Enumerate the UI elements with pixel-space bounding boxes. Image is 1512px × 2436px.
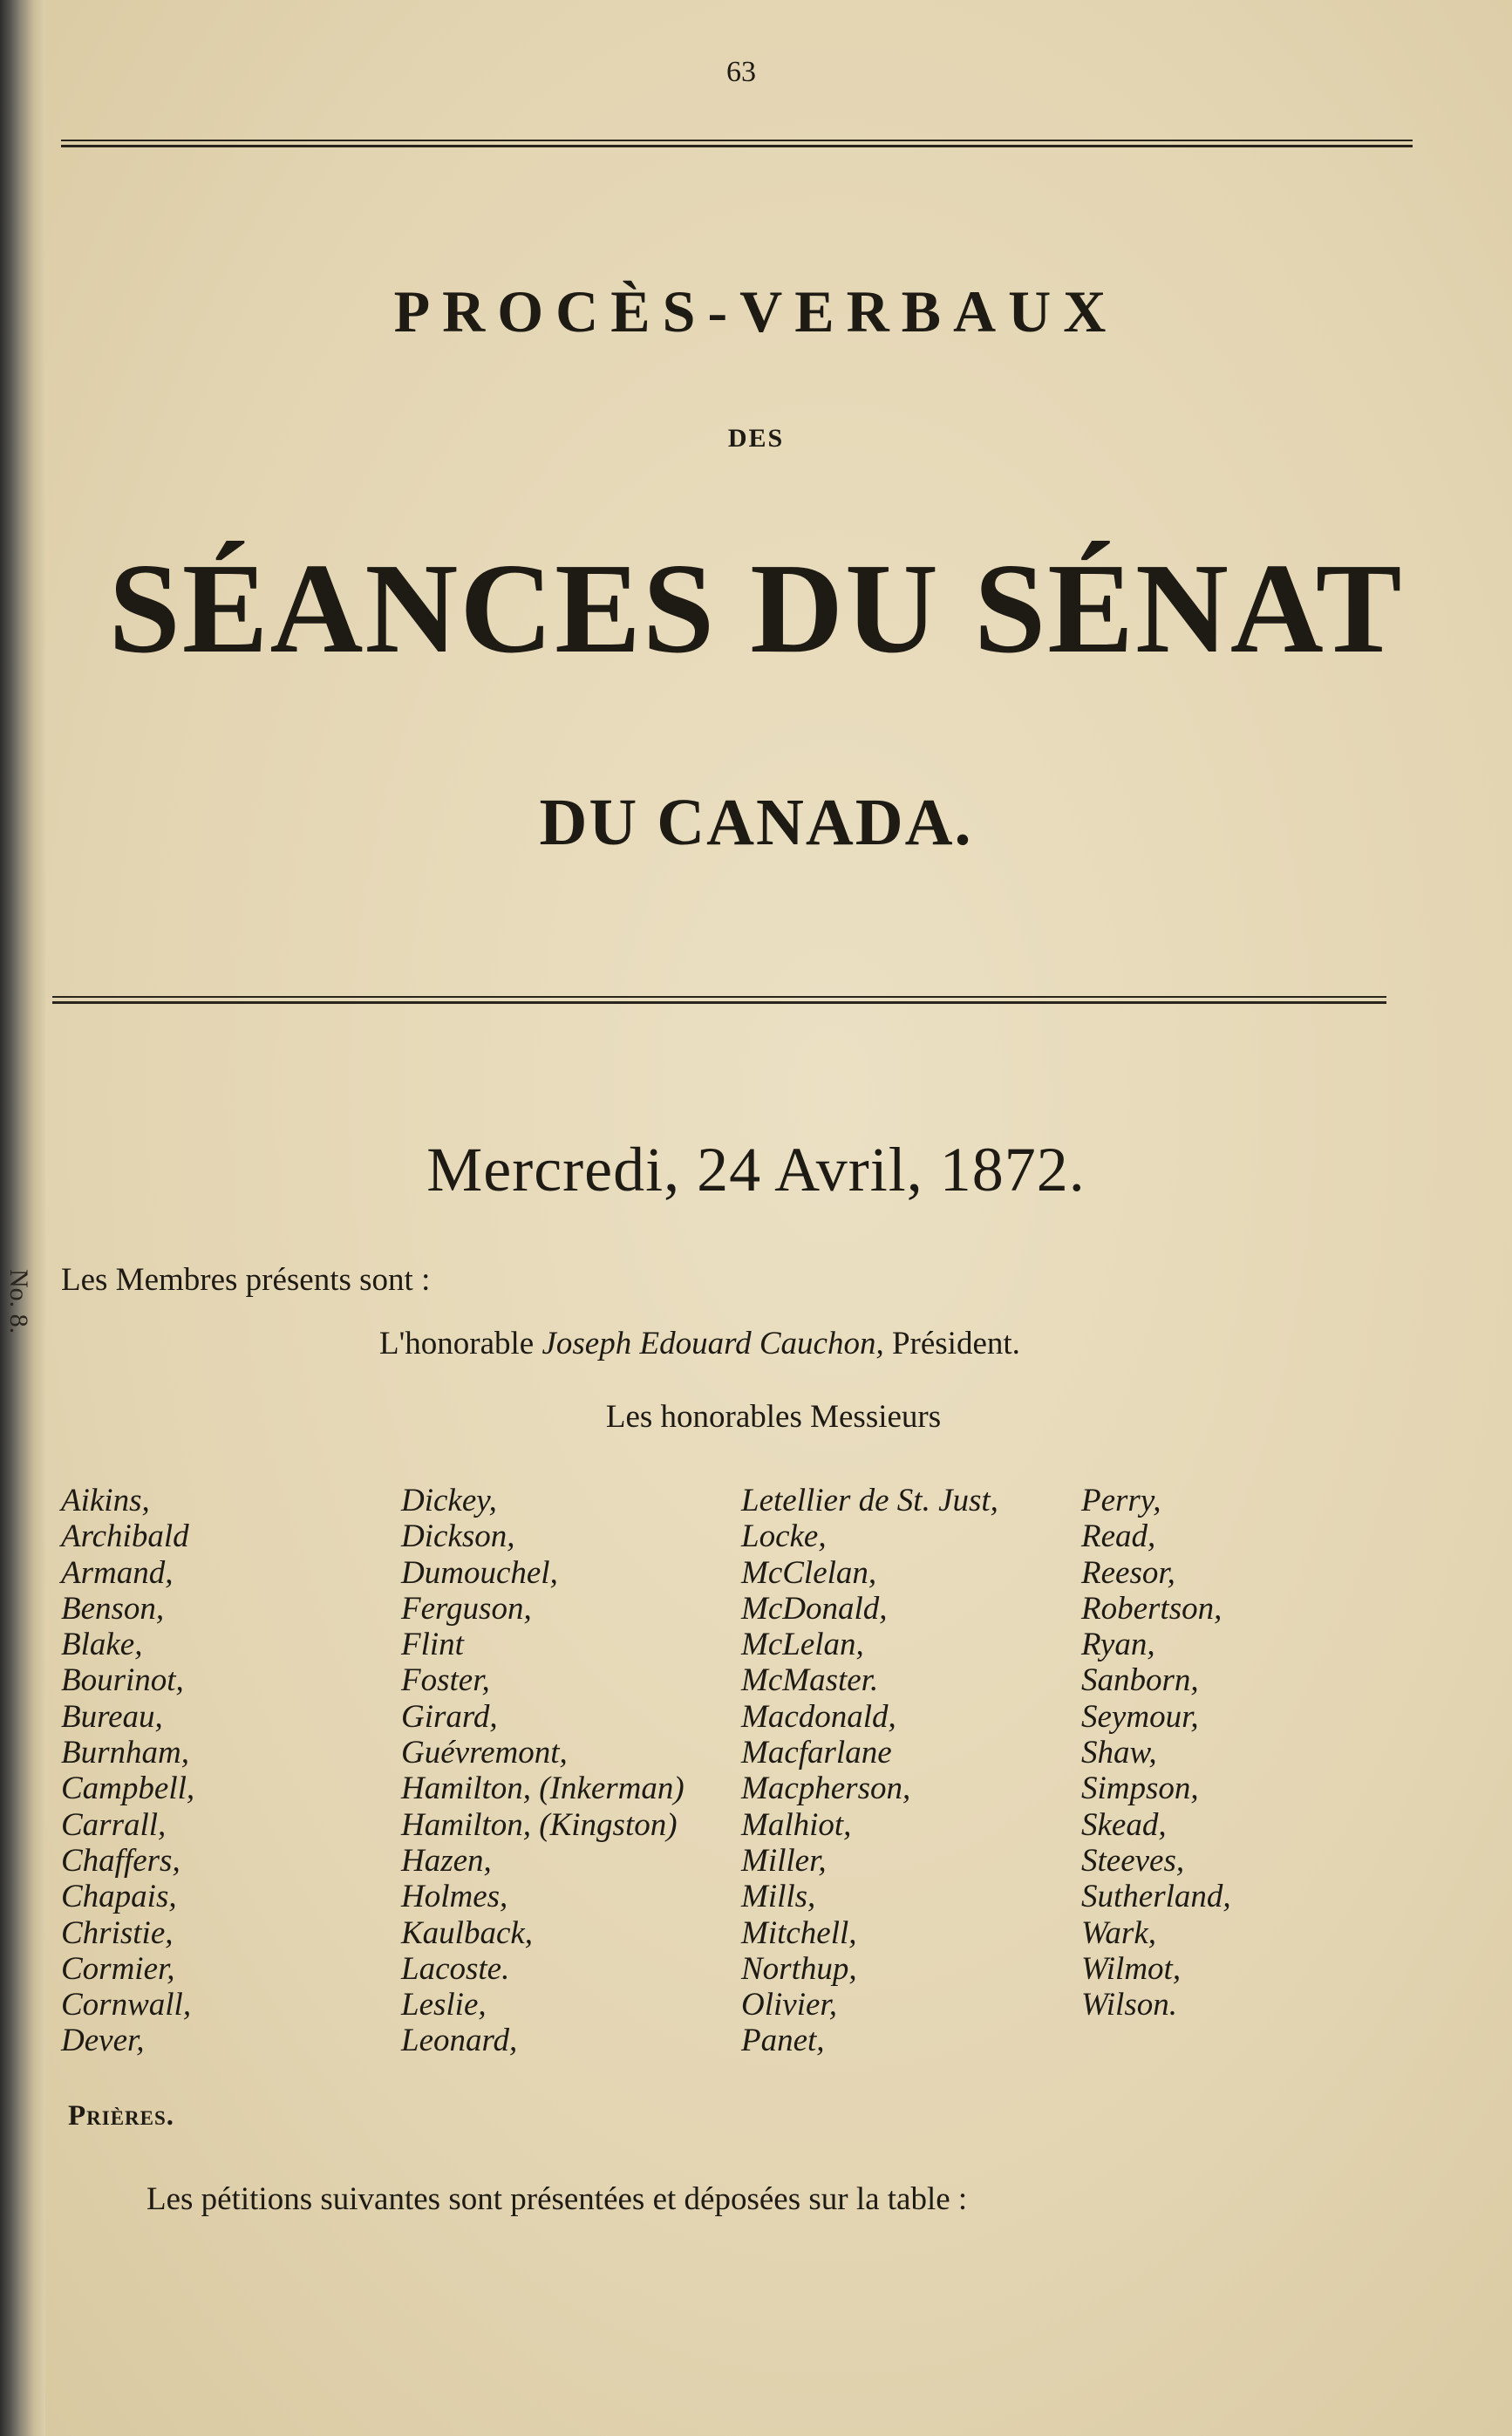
petitions-paragraph: Les pétitions suivantes sont présentées et déposées sur la table : <box>146 2181 968 2217</box>
senator-name: Dickey, <box>401 1483 497 1518</box>
senator-name: Mitchell, <box>741 1914 857 1951</box>
senator-name: McClelan, <box>741 1554 877 1591</box>
senator-name: Foster, <box>401 1662 490 1699</box>
senator-column-3 <box>741 1483 998 2059</box>
senator-name: Shaw, <box>1081 1735 1157 1771</box>
title-du-canada: DU CANADA. <box>539 786 973 859</box>
senator-name: Leslie, <box>401 1987 487 2023</box>
senator-name: Archibald <box>61 1518 189 1555</box>
senator-name: Dickson, <box>401 1518 515 1555</box>
page-number: 63 <box>726 56 756 88</box>
senator-name: Sanborn, <box>1081 1662 1199 1699</box>
senator-name: Hamilton, (Inkerman) <box>401 1771 684 1807</box>
senator-name: Bureau, <box>61 1698 163 1735</box>
senator-name: Leonard, <box>401 2023 518 2059</box>
senator-name: Macfarlane <box>741 1735 892 1771</box>
book-spine <box>0 0 45 2436</box>
senator-name: Panet, <box>741 2023 825 2059</box>
top-double-rule <box>61 140 1413 148</box>
senator-name: Macpherson, <box>741 1771 911 1807</box>
senator-name: Flint <box>401 1627 464 1663</box>
senator-column-2 <box>401 1483 684 2059</box>
senator-name: Bourinot, <box>61 1662 184 1699</box>
honorables-label: Les honorables Messieurs <box>605 1399 942 1435</box>
president-prefix: L'honorable <box>379 1326 535 1361</box>
senator-name: Guévremont, <box>401 1735 568 1771</box>
senator-name: Cormier, <box>61 1950 175 1987</box>
title-seances-du-senat: SÉANCES DU SÉNAT <box>108 537 1404 680</box>
senator-name: Locke, <box>741 1518 827 1555</box>
senator-name: Miller, <box>741 1842 827 1879</box>
president-title: Président. <box>891 1326 1020 1361</box>
senator-column-1 <box>61 1483 194 2059</box>
senator-name: Seymour, <box>1081 1698 1199 1735</box>
title-proces-verbaux: PROCÈS-VERBAUX <box>393 278 1119 345</box>
senator-name: Armand, <box>61 1554 174 1591</box>
senator-name: Steeves, <box>1081 1842 1185 1879</box>
senator-name: McDonald, <box>741 1590 888 1627</box>
senator-name: Wark, <box>1081 1914 1156 1951</box>
senator-name: Letellier de St. Just, <box>741 1483 998 1518</box>
senator-name: Wilmot, <box>1081 1950 1182 1987</box>
senator-name: Campbell, <box>61 1771 195 1807</box>
senator-name: Holmes, <box>401 1879 508 1915</box>
middle-double-rule <box>52 996 1386 1005</box>
senator-name: Girard, <box>401 1698 498 1735</box>
senator-name: Macdonald, <box>741 1698 896 1735</box>
senator-name: Northup, <box>741 1950 857 1987</box>
senator-name: Dever, <box>61 2023 145 2059</box>
senator-name: Ferguson, <box>401 1590 532 1627</box>
senator-name: Lacoste. <box>401 1950 510 1987</box>
president-name: Joseph Edouard Cauchon, <box>541 1326 884 1361</box>
senator-name: Chapais, <box>61 1879 177 1915</box>
senator-name: Aikins, <box>61 1483 150 1518</box>
spine-label: No. 8. <box>4 1269 33 1334</box>
senator-name: Reesor, <box>1081 1554 1175 1591</box>
senator-name: Robertson, <box>1081 1590 1223 1627</box>
senator-name: Carrall, <box>61 1806 167 1843</box>
senator-name: Perry, <box>1081 1483 1161 1518</box>
senator-name: Blake, <box>61 1627 143 1663</box>
title-des: DES <box>727 424 785 453</box>
senator-name: Hazen, <box>401 1842 492 1879</box>
senator-column-4 <box>1081 1483 1231 2023</box>
president-line <box>379 1325 1020 1362</box>
senator-name: Olivier, <box>741 1987 837 2023</box>
senator-name: Kaulback, <box>401 1914 534 1951</box>
prayers-heading: Prières. <box>68 2100 175 2132</box>
senator-name: Read, <box>1081 1518 1156 1555</box>
session-date: Mercredi, 24 Avril, 1872. <box>426 1135 1086 1204</box>
senator-name: Christie, <box>61 1914 174 1951</box>
senator-name: Hamilton, (Kingston) <box>401 1806 678 1843</box>
senator-name: Ryan, <box>1081 1627 1155 1663</box>
senator-name: Burnham, <box>61 1735 189 1771</box>
senator-name: Sutherland, <box>1081 1879 1231 1915</box>
senator-name: Simpson, <box>1081 1771 1199 1807</box>
senator-name: Dumouchel, <box>401 1554 558 1591</box>
senator-name: Benson, <box>61 1590 165 1627</box>
members-present-label: Les Membres présents sont : <box>61 1262 431 1298</box>
senator-name: Chaffers, <box>61 1842 180 1879</box>
senator-name: Wilson. <box>1081 1987 1177 2023</box>
senator-name: McLelan, <box>741 1627 864 1663</box>
senator-name: Mills, <box>741 1879 816 1915</box>
senator-name: Malhiot, <box>741 1806 852 1843</box>
senator-name: McMaster. <box>741 1662 879 1699</box>
senator-name: Cornwall, <box>61 1987 192 2023</box>
senator-name: Skead, <box>1081 1806 1167 1843</box>
